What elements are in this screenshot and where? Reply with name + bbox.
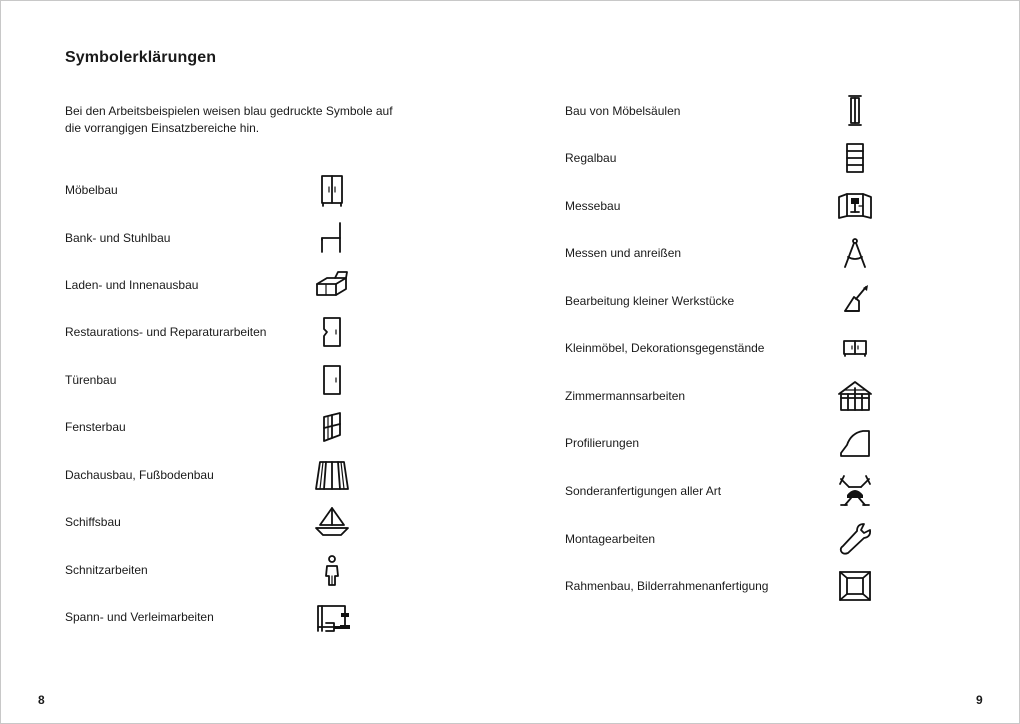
symbol-label: Zimmermannsarbeiten xyxy=(565,389,686,403)
house-frame-icon xyxy=(837,378,873,414)
box-icon xyxy=(314,267,350,303)
symbol-label: Kleinmöbel, Dekorationsgegenstände xyxy=(565,341,765,355)
column-icon xyxy=(837,93,873,129)
cabinet-icon xyxy=(314,172,350,208)
shelf-icon xyxy=(837,140,873,176)
symbol-label: Restaurations- und Reparaturarbeiten xyxy=(65,325,267,339)
small-workpiece-icon xyxy=(837,283,873,319)
floorboards-icon xyxy=(314,457,350,493)
frame-icon xyxy=(837,568,873,604)
symbol-label: Sonderanfertigungen aller Art xyxy=(565,484,722,498)
symbol-label: Möbelbau xyxy=(65,183,118,197)
intro-text: Bei den Arbeitsbeispielen weisen blau gedruckte Symbole auf die vorrangigen Einsatzbereiche hin. xyxy=(65,104,393,135)
chair-icon xyxy=(314,220,350,256)
compass-icon xyxy=(837,235,873,271)
symbol-label: Montagearbeiten xyxy=(565,532,656,546)
symbol-label: Schiffsbau xyxy=(65,515,121,529)
window-icon xyxy=(314,409,350,445)
symbol-label: Spann- und Verleimarbeiten xyxy=(65,610,214,624)
symbol-label: Regalbau xyxy=(565,151,617,165)
profile-icon xyxy=(837,425,873,461)
broken-door-icon xyxy=(314,314,350,350)
page-number-left: 8 xyxy=(38,693,45,707)
symbol-label: Schnitzarbeiten xyxy=(65,563,148,577)
booth-icon xyxy=(837,188,873,224)
door-icon xyxy=(314,362,350,398)
symbol-label: Bearbeitung kleiner Werkstücke xyxy=(565,294,735,308)
symbol-label: Bank- und Stuhlbau xyxy=(65,231,171,245)
page-number-right: 9 xyxy=(976,693,983,707)
symbol-label: Laden- und Innenausbau xyxy=(65,278,199,292)
symbol-label: Profilierungen xyxy=(565,436,640,450)
sailboat-icon xyxy=(314,504,350,540)
page-title: Symbolerklärungen xyxy=(65,49,217,66)
symbol-label: Messebau xyxy=(565,199,621,213)
figure-icon xyxy=(314,552,350,588)
symbol-label: Bau von Möbelsäulen xyxy=(565,104,681,118)
clamp-icon xyxy=(314,599,350,635)
small-cabinet-icon xyxy=(837,330,873,366)
symbol-label: Türenbau xyxy=(65,373,117,387)
special-icon xyxy=(837,473,873,509)
wrench-icon xyxy=(837,521,873,557)
symbol-label: Rahmenbau, Bilderrahmenanfertigung xyxy=(565,579,769,593)
symbol-label: Fensterbau xyxy=(65,420,126,434)
symbol-label: Messen und anreißen xyxy=(565,246,682,260)
symbol-label: Dachausbau, Fußbodenbau xyxy=(65,468,214,482)
